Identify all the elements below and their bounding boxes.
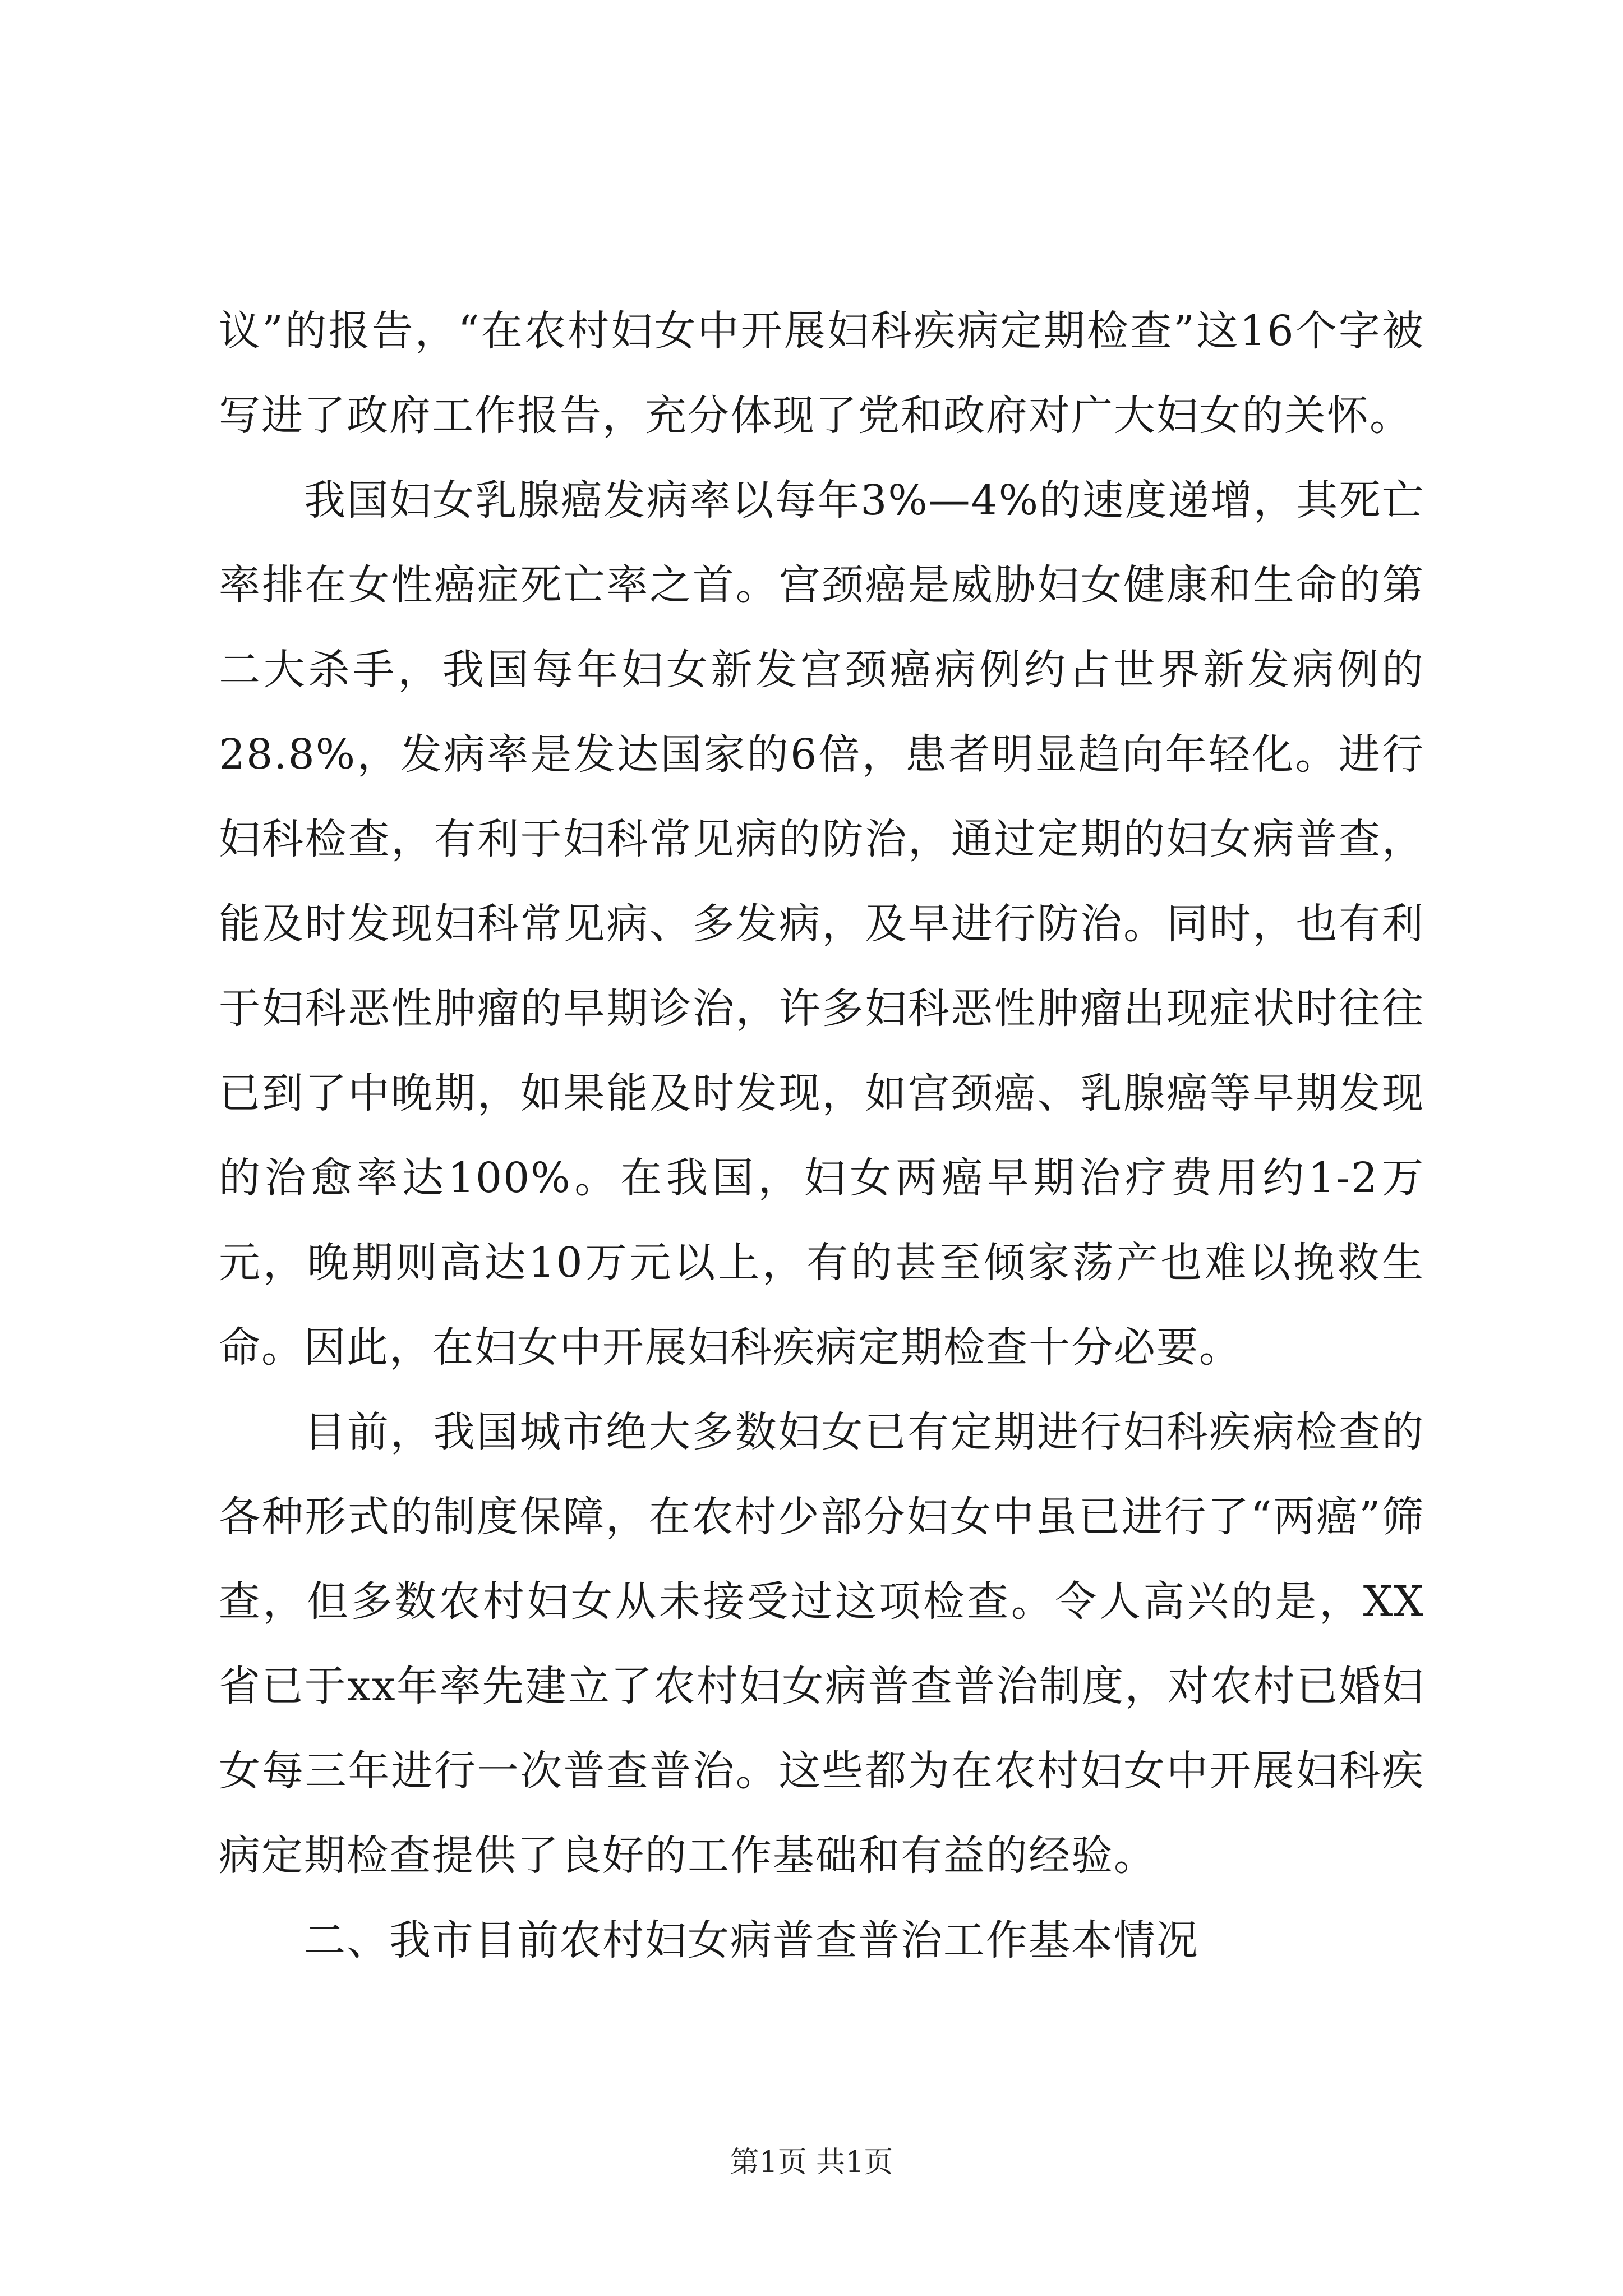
section-heading: 二、我市目前农村妇女病普查普治工作基本情况 xyxy=(304,1916,1199,1964)
paragraph-current-situation: 目前，我国城市绝大多数妇女已有定期进行妇科疾病检查的各种形式的制度保障，在农村少部分妇女中虽已进行了“两癌”筛查，但多数农村妇女从未接受过这项检查。令人高兴的是，XX省已于xx年率先建立了农村妇女病普查普治制度，对农村已婚妇女每三年进行一次普查普治。这些都为在农村妇女中开展妇科疾病定期检查提供了良好的工作基础和有益的经验。 xyxy=(219,1408,1424,1880)
paragraph-continuation: 议”的报告，“在农村妇女中开展妇科疾病定期检查”这16个字被写进了政府工作报告，充分体现了党和政府对广大妇女的关怀。 xyxy=(219,307,1424,440)
document-body xyxy=(219,289,1424,1983)
page-footer: 第1页 共1页 xyxy=(730,2146,893,2179)
paragraph-cancer-statistics: 我国妇女乳腺癌发病率以每年3%—4%的速度递增，其死亡率排在女性癌症死亡率之首。宫颈癌是威胁妇女健康和生命的第二大杀手，我国每年妇女新发宫颈癌病例约占世界新发病例的28.8%，发病率是发达国家的6倍，患者明显趋向年轻化。进行妇科检查，有利于妇科常见病的防治，通过定期的妇女病普查，能及时发现妇科常见病、多发病，及早进行防治。同时，也有利于妇科恶性肿瘤的早期诊治，许多妇科恶性肿瘤出现症状时往往已到了中晚期，如果能及时发现，如宫颈癌、乳腺癌等早期发现的治愈率达100%。在我国，妇女两癌早期治疗费用约1-2万元，晚期则高达10万元以上，有的甚至倾家荡产也难以挽救生命。因此，在妇女中开展妇科疾病定期检查十分必要。 xyxy=(219,476,1424,1372)
